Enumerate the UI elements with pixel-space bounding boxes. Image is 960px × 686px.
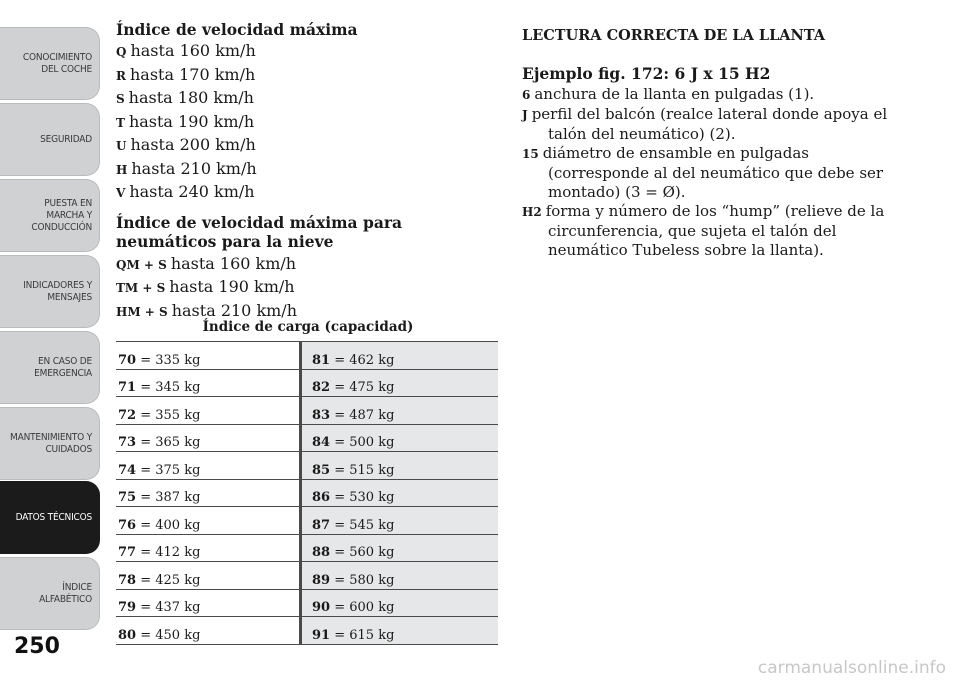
table-cell: 89 = 580 kg xyxy=(301,562,499,590)
tab-en-caso-de-emergencia[interactable]: EN CASO DE EMERGENCIA xyxy=(0,331,100,404)
rim-example-title: Ejemplo fig. 172: 6 J x 15 H2 xyxy=(522,64,771,83)
list-item: 15 diámetro de ensamble en pulgadas (corresponde al del neumático que debe ser montado) (3 = Ø). xyxy=(522,144,884,201)
table-cell: 81 = 462 kg xyxy=(301,342,499,370)
page-number: 250 xyxy=(14,634,60,659)
table-cell: 75 = 387 kg xyxy=(116,479,301,507)
table-cell: 77 = 412 kg xyxy=(116,534,301,562)
rim-reading-section xyxy=(522,27,902,260)
rim-reading-title: LECTURA CORRECTA DE LA LLANTA xyxy=(522,27,826,44)
tab-indice-alfabetico[interactable]: ÍNDICE ALFABÉTICO xyxy=(0,557,100,630)
table-row xyxy=(116,424,498,452)
table-row xyxy=(116,479,498,507)
table-row xyxy=(116,342,498,370)
snow-speed-index-title: Índice de velocidad máxima para neumáticos para la nieve xyxy=(116,212,403,251)
table-cell: 70 = 335 kg xyxy=(116,342,301,370)
table-row xyxy=(116,452,498,480)
speed-index-list xyxy=(116,40,500,205)
list-item: J perfil del balcón (realce lateral donde apoya el talón del neumático) (2). xyxy=(522,105,888,143)
table-row xyxy=(116,562,498,590)
tab-datos-tecnicos[interactable]: DATOS TÉCNICOS xyxy=(0,481,100,554)
tab-indicadores-y-mensajes[interactable]: INDICADORES Y MENSAJES xyxy=(0,255,100,328)
table-row xyxy=(116,534,498,562)
table-cell: 73 = 365 kg xyxy=(116,424,301,452)
list-item: V hasta 240 km/h xyxy=(116,182,255,201)
load-table-caption: Índice de carga (capacidad) xyxy=(202,319,414,335)
list-item: Q hasta 160 km/h xyxy=(116,41,256,60)
watermark: carmanualsonline.info xyxy=(757,658,946,678)
table-cell: 71 = 345 kg xyxy=(116,369,301,397)
list-item: HM + S hasta 210 km/h xyxy=(116,300,297,320)
table-cell: 82 = 475 kg xyxy=(301,369,499,397)
list-item: R hasta 170 km/h xyxy=(116,64,256,84)
list-item: QM + S hasta 160 km/h xyxy=(116,253,297,273)
table-row xyxy=(116,397,498,425)
table-cell: 86 = 530 kg xyxy=(301,479,499,507)
table-cell: 80 = 450 kg xyxy=(116,617,301,645)
table-cell: 84 = 500 kg xyxy=(301,424,499,452)
table-cell: 76 = 400 kg xyxy=(116,507,301,535)
speed-index-section xyxy=(116,20,500,323)
list-item: 6 anchura de la llanta en pulgadas (1). xyxy=(522,85,815,103)
rim-definitions xyxy=(522,85,902,260)
list-item: H hasta 210 km/h xyxy=(116,158,257,178)
table-row xyxy=(116,369,498,397)
list-item: S hasta 180 km/h xyxy=(116,88,254,107)
table-cell: 91 = 615 kg xyxy=(301,617,499,645)
snow-speed-index-list xyxy=(116,253,500,324)
load-index-table xyxy=(116,341,498,645)
table-cell: 83 = 487 kg xyxy=(301,397,499,425)
tab-conocimiento-del-coche[interactable]: CONOCIMIENTO DEL COCHE xyxy=(0,27,100,100)
table-cell: 88 = 560 kg xyxy=(301,534,499,562)
tab-mantenimiento-y-cuidados[interactable]: MANTENIMIENTO Y CUIDADOS xyxy=(0,407,100,480)
table-cell: 87 = 545 kg xyxy=(301,507,499,535)
table-cell: 72 = 355 kg xyxy=(116,397,301,425)
table-cell: 90 = 600 kg xyxy=(301,589,499,617)
speed-index-title: Índice de velocidad máxima xyxy=(116,20,358,39)
tab-puesta-en-marcha[interactable]: PUESTA EN MARCHA Y CONDUCCIÓN xyxy=(0,179,100,252)
tab-seguridad[interactable]: SEGURIDAD xyxy=(0,103,100,176)
table-cell: 85 = 515 kg xyxy=(301,452,499,480)
table-row xyxy=(116,617,498,645)
table-cell: 78 = 425 kg xyxy=(116,562,301,590)
list-item: T hasta 190 km/h xyxy=(116,111,255,131)
table-cell: 79 = 437 kg xyxy=(116,589,301,617)
list-item: U hasta 200 km/h xyxy=(116,135,256,154)
table-cell: 74 = 375 kg xyxy=(116,452,301,480)
table-row xyxy=(116,507,498,535)
list-item: TM + S hasta 190 km/h xyxy=(116,277,295,296)
table-row xyxy=(116,589,498,617)
list-item: H2 forma y número de los “hump” (relieve de la circunferencia, que sujeta el talón del neumático Tubeless sobre la llanta). xyxy=(522,202,885,259)
